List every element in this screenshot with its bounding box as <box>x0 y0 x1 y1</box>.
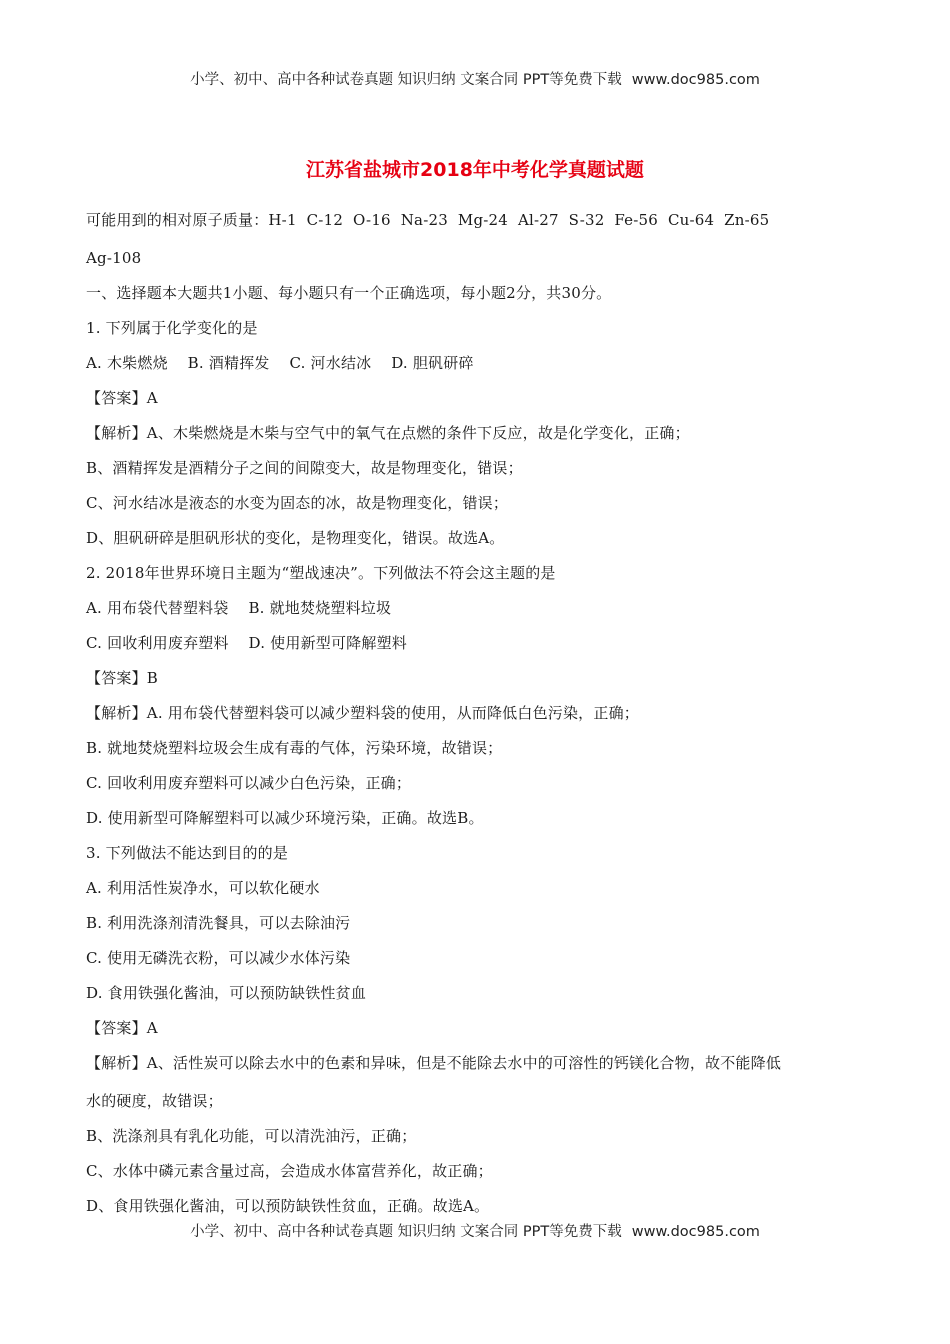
header-text: 小学、初中、高中各种试卷真题 知识归纳 文案合同 PPT等免费下载 <box>190 72 622 88</box>
header-url[interactable]: www.doc985.com <box>631 72 760 88</box>
footer-url[interactable]: www.doc985.com <box>631 1224 760 1240</box>
analysis-3-b: B、洗涤剂具有乳化功能，可以清洗油污，正确； <box>86 1127 417 1145</box>
question-3-option-a: A. 利用活性炭净水，可以软化硬水 <box>86 879 320 897</box>
question-2-options-cd: C. 回收利用废弃塑料 D. 使用新型可降解塑料 <box>86 634 407 652</box>
question-3: 3. 下列做法不能达到目的的是 <box>86 844 289 862</box>
page-header <box>0 68 950 89</box>
atomic-mass-line: 可能用到的相对原子质量：H-1 C-12 O-16 Na-23 Mg-24 Al-27 S-32 Fe-56 Cu-64 Zn-65 <box>86 211 770 229</box>
section-heading: 一、选择题本大题共1小题、每小题只有一个正确选项，每小题2分，共30分。 <box>86 284 612 302</box>
analysis-1-d: D、胆矾研碎是胆矾形状的变化，是物理变化，错误。故选A。 <box>86 529 505 547</box>
question-2: 2. 2018年世界环境日主题为“塑战速决”。下列做法不符会这主题的是 <box>86 564 556 582</box>
analysis-3-d: D、食用铁强化酱油，可以预防缺铁性贫血，正确。故选A。 <box>86 1197 490 1215</box>
footer-text: 小学、初中、高中各种试卷真题 知识归纳 文案合同 PPT等免费下载 <box>190 1224 622 1240</box>
atomic-mass-line-cont: Ag-108 <box>86 249 142 267</box>
analysis-3-a-cont: 水的硬度，故错误； <box>86 1092 223 1110</box>
analysis-2-a: 【解析】A. 用布袋代替塑料袋可以减少塑料袋的使用，从而降低白色污染，正确； <box>86 704 639 722</box>
analysis-2-b: B. 就地焚烧塑料垃圾会生成有毒的气体，污染环境，故错误； <box>86 739 503 757</box>
question-3-option-b: B. 利用洗涤剂清洗餐具，可以去除油污 <box>86 914 351 932</box>
question-2-options-ab: A. 用布袋代替塑料袋 B. 就地焚烧塑料垃圾 <box>86 599 392 617</box>
question-1-options: A. 木柴燃烧 B. 酒精挥发 C. 河水结冰 D. 胆矾研碎 <box>86 354 474 372</box>
question-1: 1. 下列属于化学变化的是 <box>86 319 258 337</box>
page-title: 江苏省盐城市2018年中考化学真题试题 <box>306 159 644 181</box>
analysis-1-b: B、酒精挥发是酒精分子之间的间隙变大，故是物理变化，错误； <box>86 459 523 477</box>
answer-3: 【答案】A <box>86 1019 158 1037</box>
answer-1: 【答案】A <box>86 389 158 407</box>
analysis-1-c: C、河水结冰是液态的水变为固态的冰，故是物理变化，错误； <box>86 494 509 512</box>
answer-2: 【答案】B <box>86 669 159 687</box>
analysis-3-a: 【解析】A、活性炭可以除去水中的色素和异味，但是不能除去水中的可溶性的钙镁化合物，故不能降低 <box>86 1054 782 1072</box>
page-footer <box>0 1220 950 1241</box>
question-3-option-c: C. 使用无磷洗衣粉，可以减少水体污染 <box>86 949 351 967</box>
analysis-1-a: 【解析】A、木柴燃烧是木柴与空气中的氧气在点燃的条件下反应，故是化学变化，正确； <box>86 424 690 442</box>
analysis-2-c: C. 回收利用废弃塑料可以减少白色污染，正确； <box>86 774 412 792</box>
analysis-3-c: C、水体中磷元素含量过高，会造成水体富营养化，故正确； <box>86 1162 493 1180</box>
question-3-option-d: D. 食用铁强化酱油，可以预防缺铁性贫血 <box>86 984 367 1002</box>
analysis-2-d: D. 使用新型可降解塑料可以减少环境污染，正确。故选B。 <box>86 809 484 827</box>
